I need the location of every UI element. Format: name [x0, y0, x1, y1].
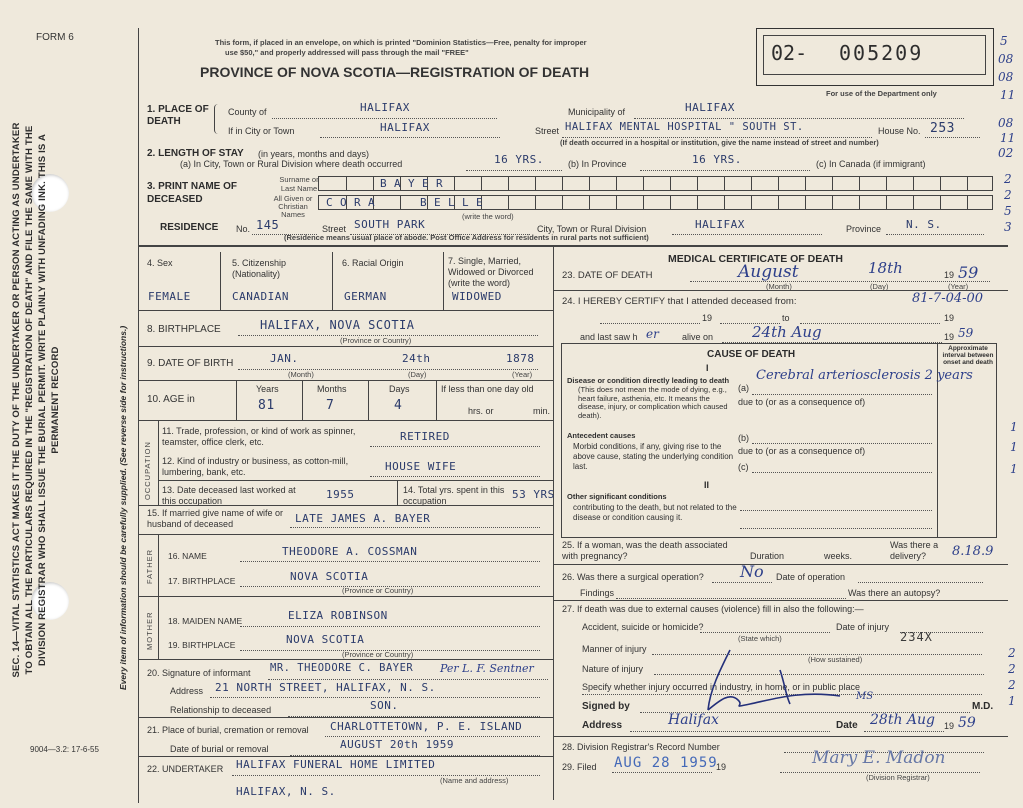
death-year-value: 59: [958, 263, 979, 282]
row-line: [138, 346, 553, 347]
hrs-label: hrs. or: [468, 406, 494, 416]
department-use-note: For use of the Department only: [826, 89, 937, 98]
row-line: [138, 717, 553, 718]
citizenship-label: 5. Citizenship (Nationality): [232, 258, 287, 279]
marital-status-label: 7. Single, Married, Widowed or Divorced (write the word): [448, 256, 534, 288]
certify-year-prefix: 19: [702, 313, 713, 323]
surgical-value: No: [740, 562, 764, 581]
residence-city-label: City, Town or Rural Division: [537, 224, 647, 234]
last-saw-pronoun: er: [646, 327, 659, 341]
cell-line: [220, 252, 221, 310]
margin-tick: 2: [1008, 646, 1016, 660]
informant-per: Per L. F. Sentner: [440, 662, 534, 675]
margin-code: 5: [1004, 204, 1012, 218]
sex-value: FEMALE: [148, 290, 191, 303]
how-sustained-note: (How sustained): [808, 655, 863, 664]
death-day-value: 18th: [868, 259, 903, 277]
surname-letter: R: [436, 177, 444, 190]
place-note: (If death occurred in a hospital or institution, give the name instead of street and number): [560, 138, 879, 147]
informant-address-value: 21 NORTH STREET, HALIFAX, N. S.: [215, 681, 436, 694]
alive-year-prefix: 19: [944, 332, 955, 342]
informant-signature: MR. THEODORE C. BAYER: [270, 662, 414, 674]
registrar-label: (Division Registrar): [866, 773, 930, 782]
signed-date-line: [864, 731, 944, 732]
delivery-value: 8.18.9: [952, 544, 994, 559]
undertaker-address: HALIFAX, N. S.: [236, 785, 336, 798]
row-line: [138, 659, 553, 660]
age-days-label: Days: [389, 384, 410, 394]
antecedent-note: Morbid conditions, if any, giving rise to the above cause, stating the underlying condition last.: [573, 442, 734, 471]
specify-label: Specify whether injury occurred in industry, in home, or in public place: [582, 682, 860, 692]
margin-code: 5: [1000, 34, 1008, 48]
record-number-label: 28. Division Registrar's Record Number: [562, 742, 720, 752]
mother-name-value: ELIZA ROBINSON: [288, 609, 388, 622]
margin-code: 3: [1004, 220, 1012, 234]
row-line: [138, 380, 553, 381]
form-code: 9004—3.2: 17-6-55: [30, 745, 99, 754]
relationship-label: Relationship to deceased: [170, 705, 272, 715]
cell-line: [443, 252, 444, 310]
father-birthplace-label: 17. BIRTHPLACE: [168, 576, 236, 586]
cause-a-line: [752, 394, 932, 395]
spouse-label: 15. If married give name of wife or husband of deceased: [147, 508, 284, 529]
margin-tick: 2: [1008, 678, 1016, 692]
manner-label: Manner of injury: [582, 644, 647, 654]
given-letter: B: [420, 196, 428, 209]
immediate-label: Disease or condition directly leading to death: [567, 376, 730, 385]
dob-line: [238, 369, 538, 370]
marital-status-value: WIDOWED: [452, 290, 502, 303]
county-value: HALIFAX: [360, 101, 410, 114]
given-letter: E: [434, 196, 442, 209]
mail-note-line2: use $50," and properly addressed will pass through the mail "FREE": [225, 48, 469, 57]
given-letter: A: [368, 196, 376, 209]
undertaker-value: HALIFAX FUNERAL HOME LIMITED: [236, 758, 436, 771]
state-which-note: (State which): [738, 634, 782, 643]
trade-line: [370, 446, 540, 447]
trade-value: RETIRED: [400, 430, 450, 443]
county-label: County of: [228, 107, 267, 117]
mother-birthplace-sub: (Province or Country): [342, 650, 414, 659]
row-line: [158, 480, 553, 481]
margin-code: 2: [1004, 188, 1012, 202]
margin-code: 08: [998, 116, 1014, 130]
filed-line: [612, 772, 712, 773]
municipality-line: [634, 118, 964, 119]
pregnancy-label: 25. If a woman, was the death associated with pregnancy?: [562, 540, 728, 561]
row-line: [138, 420, 553, 421]
length-of-stay-sub: (in years, months and days): [258, 149, 370, 159]
operation-date-line: [858, 582, 983, 583]
racial-origin-label: 6. Racial Origin: [342, 258, 404, 268]
form-number: FORM 6: [36, 32, 74, 43]
age-days-value: 4: [394, 398, 403, 413]
signed-year-prefix: 19: [944, 721, 955, 731]
due-to-b: due to (or as a consequence of): [738, 446, 866, 456]
father-birthplace-value: NOVA SCOTIA: [290, 570, 369, 583]
margin-code: 08: [998, 52, 1014, 66]
row-line: [138, 596, 553, 597]
residence-province-value: N. S.: [906, 218, 942, 231]
surname-boxes: [318, 176, 993, 191]
ms-mark: MS: [856, 691, 874, 702]
row-line: [553, 564, 1008, 565]
cell-line: [302, 380, 303, 420]
house-label: House No.: [878, 126, 921, 136]
mother-birthplace-value: NOVA SCOTIA: [286, 633, 365, 646]
informant-line: [268, 679, 548, 680]
findings-label: Findings: [580, 588, 615, 598]
min-label: min.: [533, 406, 551, 416]
form-left-border: [138, 28, 139, 803]
dob-month-sub: (Month): [288, 370, 314, 379]
age-years-label: Years: [256, 384, 279, 394]
stay-c-label: (c) In Canada (if immigrant): [816, 159, 926, 169]
section-divider: [138, 245, 1008, 247]
burial-date-value: AUGUST 20th 1959: [340, 738, 454, 751]
burial-place-line: [325, 736, 540, 737]
father-section-label: FATHER: [145, 548, 154, 584]
form-title: PROVINCE OF NOVA SCOTIA—REGISTRATION OF DEATH: [200, 64, 590, 80]
death-day-sub: (Day): [870, 282, 889, 291]
mother-name-line: [240, 626, 540, 627]
cell-line: [436, 380, 437, 420]
dob-month-value: JAN.: [270, 352, 299, 365]
cell-line: [236, 380, 237, 420]
age-label: 10. AGE in: [147, 394, 195, 405]
signed-date-label: Date: [836, 720, 858, 731]
given-letter: E: [476, 196, 484, 209]
municipality-value: HALIFAX: [685, 101, 735, 114]
row-line: [553, 736, 1008, 737]
row-line: [553, 600, 1008, 601]
certify-year-prefix2: 19: [944, 313, 955, 323]
margin-code: 11: [1000, 88, 1016, 102]
city-label: If in City or Town: [228, 126, 295, 136]
death-month-sub: (Month): [766, 282, 792, 291]
stay-b-label: (b) In Province: [568, 159, 627, 169]
burial-place-value: CHARLOTTETOWN, P. E. ISLAND: [330, 720, 523, 733]
dob-day-value: 24th: [402, 352, 431, 365]
mail-note-line1: This form, if placed in an envelope, on which is printed "Dominion Statistics—Free, penalty for improper: [215, 38, 587, 47]
residence-city-line: [672, 234, 822, 235]
industry-line: [370, 476, 540, 477]
cause-of-death-title: CAUSE OF DEATH: [707, 349, 796, 360]
city-value: HALIFAX: [380, 121, 430, 134]
residence-no-label: No.: [236, 224, 251, 234]
length-of-stay-label: 2. LENGTH OF STAY: [147, 148, 244, 159]
spouse-value: LATE JAMES A. BAYER: [295, 512, 431, 525]
given-letter: R: [354, 196, 362, 209]
margin-tick: 2: [1008, 662, 1016, 676]
stay-b-value: 16 YRS.: [692, 153, 742, 166]
surgical-label: 26. Was there a surgical operation?: [562, 572, 704, 582]
surname-letter: B: [380, 177, 388, 190]
house-line: [925, 137, 980, 138]
county-line: [272, 118, 497, 119]
due-to-a: due to (or as a consequence of): [738, 397, 866, 407]
surname-letter: A: [394, 177, 402, 190]
informant-label: 20. Signature of informant: [147, 668, 251, 678]
cause-c-line: [752, 472, 932, 473]
death-year-prefix: 19: [944, 270, 955, 280]
mother-name-label: 18. MAIDEN NAME: [168, 616, 243, 626]
physician-signature: [690, 630, 890, 720]
margin-code: 08: [998, 70, 1014, 84]
dob-year-value: 1878: [506, 352, 535, 365]
stay-a-line: [466, 170, 562, 171]
medical-certificate-title: MEDICAL CERTIFICATE OF DEATH: [668, 253, 843, 265]
findings-line: [616, 598, 846, 599]
under-day-label: If less than one day old: [441, 384, 534, 394]
alive-year-value: 59: [958, 326, 974, 340]
citizenship-value: CANADIAN: [232, 290, 289, 303]
mother-section-label: MOTHER: [145, 611, 154, 650]
relationship-value: SON.: [370, 699, 399, 712]
racial-origin-value: GERMAN: [344, 290, 387, 303]
cell-line: [332, 252, 333, 310]
margin-tick: 1: [1010, 462, 1018, 476]
sex-label: 4. Sex: [147, 258, 173, 268]
write-the-word-note: (write the word): [462, 212, 514, 221]
place-bracket: [214, 104, 220, 134]
given-letter: L: [462, 196, 470, 209]
delivery-label: Was there a delivery?: [890, 540, 939, 561]
undertaker-sub: (Name and address): [440, 776, 509, 785]
cell-line: [368, 380, 369, 420]
informant-address-label: Address: [170, 686, 204, 696]
weeks-label: weeks.: [824, 551, 853, 561]
margin-tick: 1: [1010, 440, 1018, 454]
residence-note: (Residence means usual place of abode. Post Office Address for residents in rural parts not sufficient): [284, 233, 649, 242]
given-names-label: All Given or Christian Names: [273, 194, 313, 219]
surname-label: Surname or Last Name: [279, 175, 319, 193]
stay-a-value: 16 YRS.: [494, 153, 544, 166]
burial-date-label: Date of burial or removal: [170, 744, 269, 754]
operation-date-label: Date of operation: [776, 572, 846, 582]
print-name-label: 3. PRINT NAME OF DECEASED: [147, 181, 238, 205]
father-name-value: THEODORE A. COSSMAN: [282, 545, 418, 558]
age-years-value: 81: [258, 398, 275, 413]
other-line1: [740, 510, 932, 511]
margin-tick: 1: [1010, 420, 1018, 434]
stamp-234x: 234X: [900, 630, 933, 644]
certify-to-label: to: [782, 313, 790, 323]
injury-date-label: Date of injury: [836, 622, 890, 632]
given-letter: O: [340, 196, 348, 209]
last-worked-label: 13. Date deceased last worked at this occupation: [162, 485, 296, 506]
birthplace-sub: (Province or Country): [340, 336, 412, 345]
residence-province-line: [886, 234, 984, 235]
nature-label: Nature of injury: [582, 664, 644, 674]
municipality-label: Municipality of: [568, 107, 626, 117]
certify-from-value: 81-7-04-00: [912, 291, 984, 306]
margin-tick: 1: [1008, 694, 1016, 708]
residence-no-value: 145: [256, 218, 280, 232]
other-conditions-label: Other significant conditions: [567, 492, 667, 501]
father-name-label: 16. NAME: [168, 551, 207, 561]
filed-year-prefix: 19: [716, 762, 727, 772]
part-two-label: II: [704, 480, 710, 490]
cause-a-marker: (a): [738, 383, 749, 393]
age-months-value: 7: [326, 398, 335, 413]
alive-on-value: 24th Aug: [752, 323, 822, 341]
place-of-death-label: 1. PLACE OF DEATH: [147, 104, 209, 127]
alive-on-label: alive on: [682, 332, 714, 342]
md-label: M.D.: [972, 701, 994, 712]
row-line: [138, 310, 553, 311]
surname-letter: E: [422, 177, 430, 190]
registrar-signature: Mary E. Madon: [812, 748, 946, 768]
date-of-death-label: 23. DATE OF DEATH: [562, 270, 653, 281]
house-value: 253: [930, 121, 955, 136]
certify-label: 24. I HEREBY CERTIFY that I attended deceased from:: [562, 296, 797, 307]
antecedent-label: Antecedent causes: [567, 431, 636, 440]
dob-day-sub: (Day): [408, 370, 427, 379]
birthplace-label: 8. BIRTHPLACE: [147, 324, 221, 335]
informant-address-line: [210, 697, 540, 698]
margin-code: 02: [998, 146, 1014, 160]
dob-year-sub: (Year): [512, 370, 533, 379]
industry-value: HOUSE WIFE: [385, 460, 457, 473]
external-cause-label: 27. If death was due to external causes (violence) fill in also the following:—: [562, 604, 864, 614]
trade-label: 11. Trade, profession, or kind of work as spinner, teamster, office clerk, etc.: [162, 426, 356, 447]
margin-code: 2: [1004, 172, 1012, 186]
stay-a-label: (a) In City, Town or Rural Division where death occurred: [180, 159, 403, 169]
margin-code: 11: [1000, 131, 1016, 145]
burial-place-label: 21. Place of burial, cremation or removal: [147, 725, 309, 735]
last-saw-label: and last saw h: [580, 332, 638, 342]
other-line2: [740, 528, 932, 529]
registration-number: 005209: [839, 41, 924, 65]
address-label: Address: [582, 720, 623, 731]
residence-street-value: SOUTH PARK: [354, 218, 426, 231]
cause-c-marker: (c): [738, 462, 749, 472]
registration-number-box: [756, 28, 994, 86]
residence-street-label: Street: [322, 224, 347, 234]
total-years-label: 14. Total yrs. spent in this occupation: [403, 485, 505, 506]
interval-label: Approximate interval between onset and death: [942, 345, 994, 366]
spouse-line: [290, 527, 540, 528]
undertaker-label: 22. UNDERTAKER: [147, 764, 224, 774]
dob-label: 9. DATE OF BIRTH: [147, 358, 234, 369]
row-line: [138, 505, 553, 506]
residence-label: RESIDENCE: [160, 222, 219, 233]
row-line: [138, 534, 553, 535]
statute-vertical-text: SEC. 14—VITAL STATISTICS ACT MAKES IT THE DUTY OF THE UNDERTAKER OR PERSON ACTING AS UNDERTAKER TO OBTAIN ALL THE PARTICULARS REQUIRED IN THE "REGISTRATION OF DEATH" AND FILE THE SAME WITH THE DIVISION REGISTRAR WHO SHALL ISSUE THE BURIAL PERMIT. WRITE PLAINLY WITH UNFADING INK. THIS IS A PERMANENT RECORD: [11, 122, 61, 678]
signed-year-value: 59: [958, 715, 976, 731]
accident-label: Accident, suicide or homicide?: [582, 622, 704, 632]
death-year-sub: (Year): [948, 282, 969, 291]
address-line: [630, 731, 830, 732]
residence-city-value: HALIFAX: [695, 218, 745, 231]
occupation-section-label: OCCUPATION: [143, 441, 152, 500]
street-label: Street: [535, 126, 560, 136]
city-line: [320, 137, 500, 138]
signed-by-label: Signed by: [582, 701, 630, 712]
father-birthplace-sub: (Province or Country): [342, 586, 414, 595]
given-letter: L: [448, 196, 456, 209]
certify-line1: [600, 323, 700, 324]
cell-line: [397, 480, 398, 505]
other-conditions-note: contributing to the death, but not related to the disease or condition causing it.: [573, 503, 737, 522]
surgical-line: [712, 582, 772, 583]
industry-label: 12. Kind of industry or business, as cotton-mill, lumbering, bank, etc.: [162, 456, 349, 477]
surname-letter: Y: [408, 177, 416, 190]
given-letter: C: [326, 196, 334, 209]
filed-label: 29. Filed: [562, 762, 597, 772]
birthplace-value: HALIFAX, NOVA SCOTIA: [260, 318, 415, 332]
part-one-label: I: [706, 363, 709, 373]
immediate-note: (This does not mean the mode of dying, e.g., heart failure, asthenia, etc. It means the disease, injury, or complication which caused death).: [578, 385, 728, 420]
death-month-value: August: [738, 262, 799, 282]
mother-birthplace-label: 19. BIRTHPLACE: [168, 640, 236, 650]
signed-date-value: 28th Aug: [870, 712, 935, 728]
age-months-label: Months: [317, 384, 347, 394]
instruction-vertical-note: Every item of information should be carefully supplied. (See reverse side for instructions.): [118, 325, 128, 690]
cause-b-marker: (b): [738, 433, 749, 443]
father-name-line: [240, 561, 540, 562]
cause-a-value: Cerebral arteriosclerosis 2 years: [756, 368, 973, 383]
address-value: Halifax: [668, 712, 719, 728]
total-years-value: 53 YRS: [512, 488, 555, 501]
last-worked-value: 1955: [326, 488, 355, 501]
filed-stamp: AUG 28 1959: [614, 755, 718, 771]
autopsy-label: Was there an autopsy?: [848, 588, 941, 598]
row-line: [138, 756, 553, 757]
duration-label: Duration: [750, 551, 785, 561]
occupation-side-line: [158, 420, 159, 505]
residence-province-label: Province: [846, 224, 882, 234]
cause-b-line: [752, 443, 932, 444]
center-divider: [553, 245, 554, 800]
registration-prefix: 02-: [771, 41, 808, 65]
date-of-death-line: [690, 281, 990, 282]
street-value: HALIFAX MENTAL HOSPITAL " SOUTH ST.: [565, 121, 804, 133]
stay-b-line: [640, 170, 810, 171]
